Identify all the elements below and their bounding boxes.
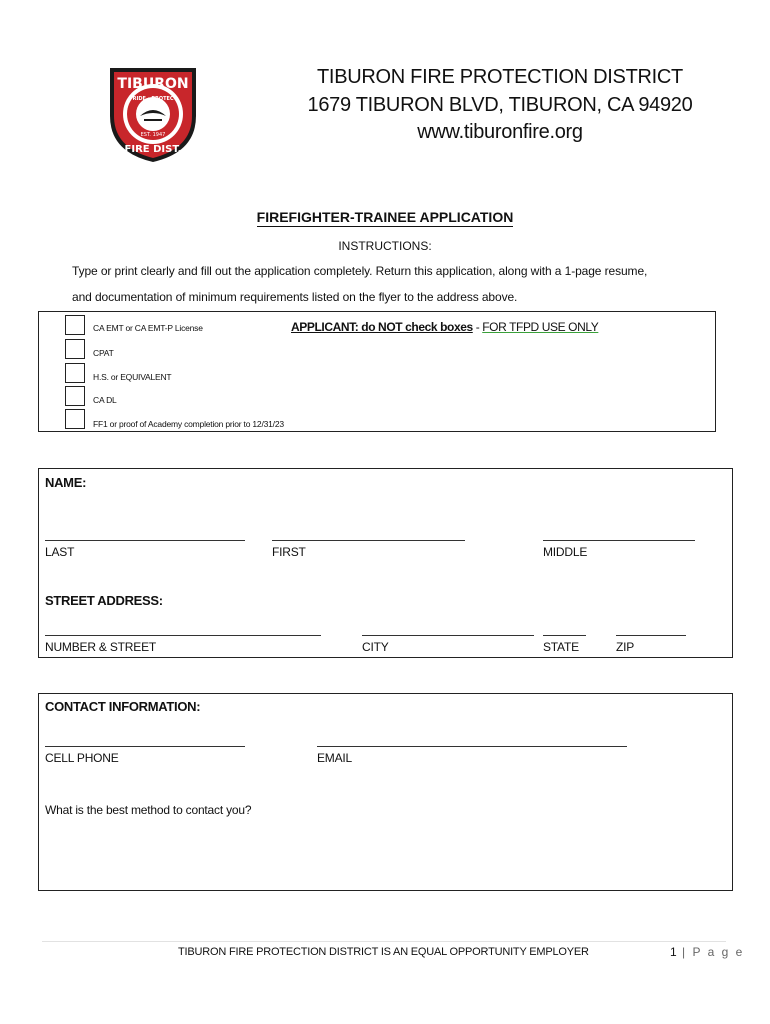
first-name-label: FIRST <box>272 545 306 559</box>
checkbox-ff1[interactable] <box>65 409 85 429</box>
checkbox-ca-dl[interactable] <box>65 386 85 406</box>
tfpd-use-only-notice: APPLICANT: do NOT check boxes - FOR TFPD USE ONLY <box>291 320 599 334</box>
middle-name-input[interactable] <box>543 540 695 541</box>
contact-method-question: What is the best method to contact you? <box>45 803 252 817</box>
zip-input[interactable] <box>616 635 686 636</box>
logo-ring-text: PRIDE · PROTECT <box>129 96 177 102</box>
checkbox-ca-emt[interactable] <box>65 315 85 335</box>
email-input[interactable] <box>317 746 627 747</box>
first-name-input[interactable] <box>272 540 465 541</box>
city-label: CITY <box>362 640 389 654</box>
form-title: FIREFIGHTER-TRAINEE APPLICATION <box>256 209 514 225</box>
requirement-ff1: FF1 or proof of Academy completion prior to 12/31/23 <box>93 419 284 429</box>
name-address-box <box>38 468 733 658</box>
cell-phone-input[interactable] <box>45 746 245 747</box>
requirement-ca-emt: CA EMT or CA EMT-P License <box>93 323 203 333</box>
requirement-cpat: CPAT <box>93 348 114 358</box>
number-street-input[interactable] <box>45 635 321 636</box>
city-input[interactable] <box>362 635 534 636</box>
contact-method-answer-area[interactable] <box>45 822 725 882</box>
number-street-label: NUMBER & STREET <box>45 640 157 654</box>
org-name: TIBURON FIRE PROTECTION DISTRICT <box>317 66 683 88</box>
district-logo <box>100 60 206 166</box>
requirement-hs-equivalent: H.S. or EQUIVALENT <box>93 372 172 382</box>
middle-name-label: MIDDLE <box>543 545 588 559</box>
zip-label: ZIP <box>616 640 635 654</box>
instructions-heading: INSTRUCTIONS: <box>338 239 432 253</box>
instructions-line-2: and documentation of minimum requirements listed on the flyer to the address above. <box>72 290 518 304</box>
last-name-label: LAST <box>45 545 75 559</box>
state-input[interactable] <box>543 635 586 636</box>
state-label: STATE <box>543 640 579 654</box>
checkbox-cpat[interactable] <box>65 339 85 359</box>
requirement-ca-dl: CA DL <box>93 395 117 405</box>
name-heading: NAME: <box>45 475 87 490</box>
logo-top-text: TIBURON <box>117 76 189 92</box>
org-address: 1679 TIBURON BLVD, TIBURON, CA 94920 <box>307 94 693 116</box>
cell-phone-label: CELL PHONE <box>45 751 119 765</box>
footer-eoe-text: TIBURON FIRE PROTECTION DISTRICT IS AN EQUAL OPPORTUNITY EMPLOYER <box>178 946 589 958</box>
contact-heading: CONTACT INFORMATION: <box>45 699 201 714</box>
email-label: EMAIL <box>317 751 353 765</box>
org-website[interactable]: www.tiburonfire.org <box>417 121 583 143</box>
logo-est-text: EST. 1947 <box>140 132 166 138</box>
footer-divider <box>42 941 726 942</box>
checkbox-hs-equivalent[interactable] <box>65 363 85 383</box>
page-number: 1 | P a g e <box>670 945 745 959</box>
logo-bottom-text: FIRE DIST. <box>124 144 182 155</box>
instructions-line-1: Type or print clearly and fill out the application completely. Return this application, along with a 1-page resume, <box>72 264 648 278</box>
street-address-heading: STREET ADDRESS: <box>45 593 163 608</box>
last-name-input[interactable] <box>45 540 245 541</box>
